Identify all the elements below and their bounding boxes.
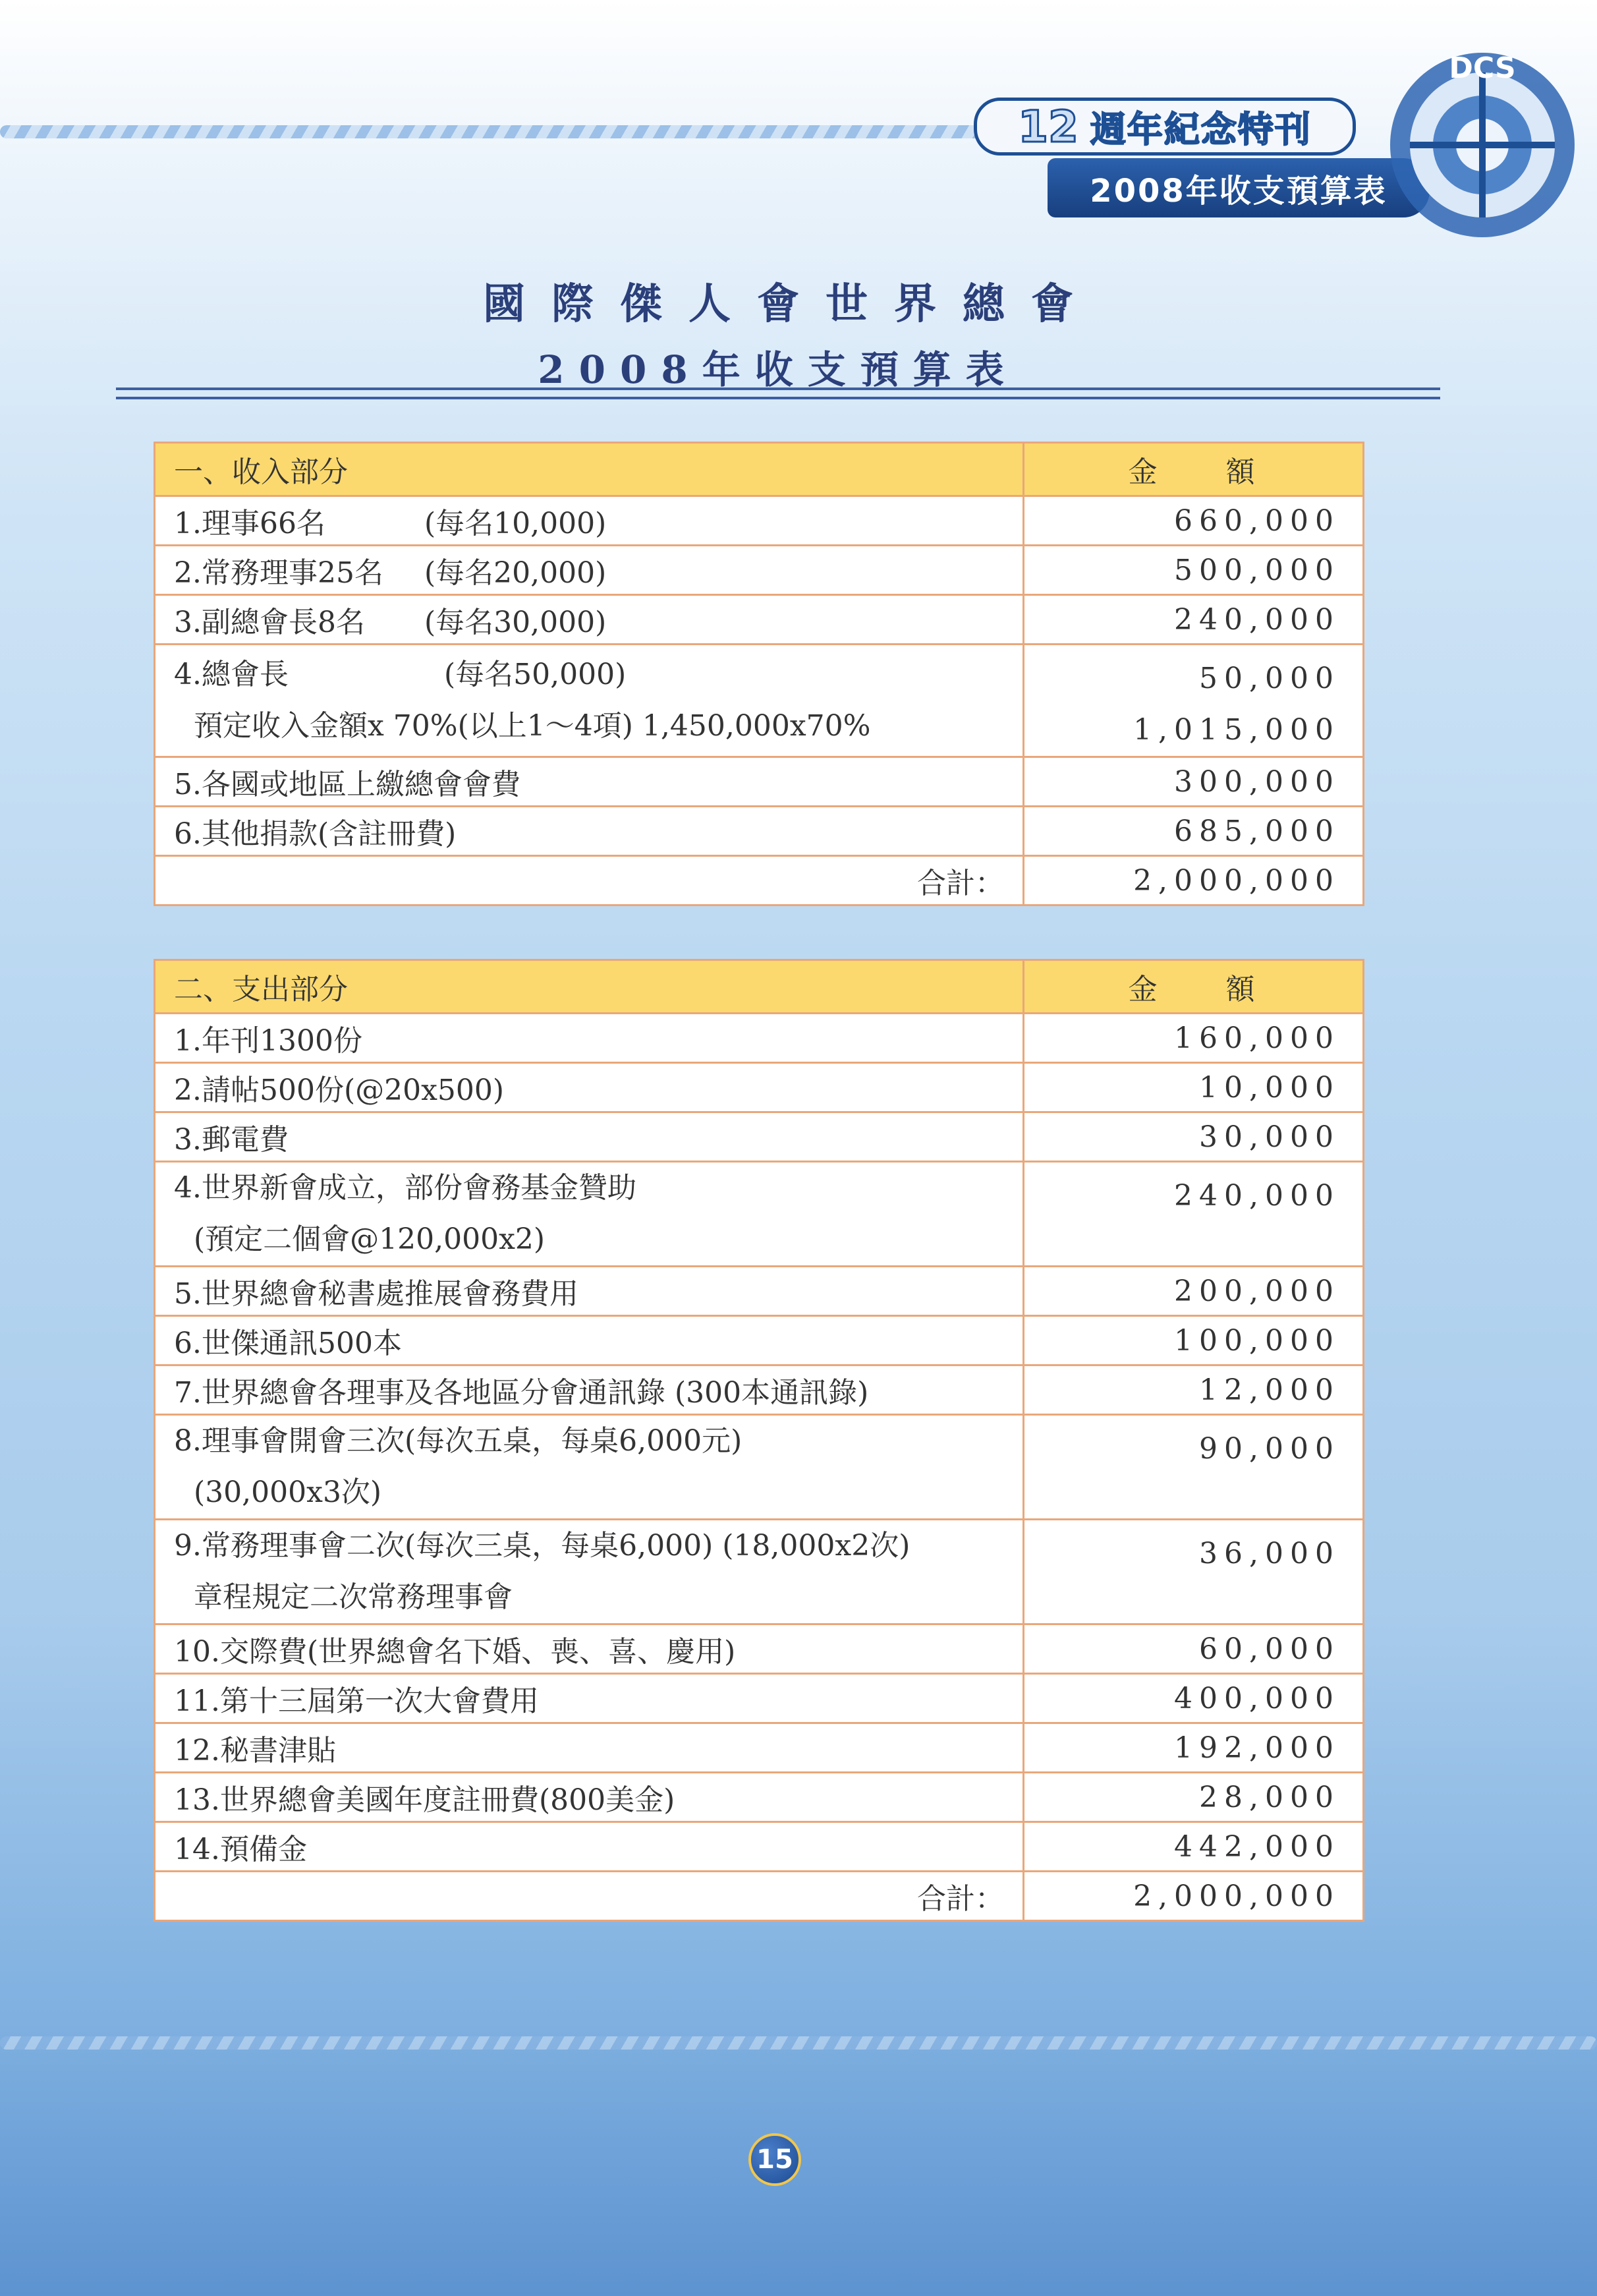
dcs-logo-icon	[1384, 46, 1581, 244]
row-amount: 300,000	[1024, 757, 1364, 807]
table-row	[155, 645, 1364, 757]
table-row	[155, 807, 1364, 856]
row-item: 12.秘書津貼	[155, 1723, 1024, 1773]
row-amount: 442,000	[1024, 1822, 1364, 1872]
table-row	[155, 1365, 1364, 1415]
logo-text: DCS	[1449, 51, 1516, 85]
row-item: 5.各國或地區上繳總會會費	[155, 757, 1024, 807]
row-item: 2.請帖500份(@20x500)	[155, 1063, 1024, 1112]
row-item: 3.郵電費	[155, 1112, 1024, 1162]
projected-income-line: 預定收入金額x 70%(以上1～4項) 1,450,000x70%	[194, 709, 871, 743]
table-row	[155, 757, 1364, 807]
row-item: 10.交際費(世界總會名下婚、喪、喜、慶用)	[155, 1624, 1024, 1674]
row-item: 6.其他捐款(含註冊費)	[155, 807, 1024, 856]
title-budget: 2008年收支預算表	[538, 347, 1019, 392]
row-amount: 192,000	[1024, 1723, 1364, 1773]
row-amount: 90,000	[1024, 1415, 1364, 1520]
row-amount: 160,000	[1024, 1014, 1364, 1063]
row-amount: 240,000	[1024, 1162, 1364, 1267]
income-header-row	[155, 443, 1364, 496]
table-row	[155, 1014, 1364, 1063]
table-row	[155, 1316, 1364, 1365]
row-item: 13.世界總會美國年度註冊費(800美金)	[155, 1773, 1024, 1822]
table-row	[155, 1674, 1364, 1723]
table-row	[155, 1112, 1364, 1162]
row-amount: 50,000 1,015,000	[1024, 645, 1364, 757]
expense-table	[154, 959, 1364, 1922]
row-amount: 400,000	[1024, 1674, 1364, 1723]
row-item: 6.世傑通訊500本	[155, 1316, 1024, 1365]
table-row	[155, 1520, 1364, 1624]
row-item: 14.預備金	[155, 1822, 1024, 1872]
table-row	[155, 1624, 1364, 1674]
row-amount: 200,000	[1024, 1267, 1364, 1316]
expense-section-label: 二、支出部分	[155, 960, 1024, 1014]
row-amount: 30,000	[1024, 1112, 1364, 1162]
table-row	[155, 1773, 1364, 1822]
row-amount: 60,000	[1024, 1624, 1364, 1674]
total-amount: 2,000,000	[1024, 856, 1364, 905]
row-amount: 240,000	[1024, 595, 1364, 645]
table-row	[155, 1415, 1364, 1520]
row-amount: 36,000	[1024, 1520, 1364, 1624]
row-item: 9.常務理事會二次(每次三桌，每桌6,000) (18,000x2次) 章程規定二次常務理事會	[155, 1520, 1024, 1624]
row-item: 11.第十三屆第一次大會費用	[155, 1674, 1024, 1723]
row-item: 1.理事66名 (每名10,000)	[155, 496, 1024, 546]
row-item: 7.世界總會各理事及各地區分會通訊錄 (300本通訊錄)	[155, 1365, 1024, 1415]
income-table	[154, 442, 1364, 906]
row-amount: 10,000	[1024, 1063, 1364, 1112]
row-item: 5.世界總會秘書處推展會務費用	[155, 1267, 1024, 1316]
table-row	[155, 1723, 1364, 1773]
table-row	[155, 1162, 1364, 1267]
page-title	[116, 270, 1440, 394]
decorative-rope-bottom	[0, 2036, 1597, 2050]
row-item: 3.副總會長8名 (每名30,000)	[155, 595, 1024, 645]
badge-text: 週年紀念特刊	[1090, 108, 1312, 150]
title-divider	[116, 387, 1440, 399]
page-number: 15	[748, 2133, 801, 2186]
table-row	[155, 546, 1364, 595]
header-subtitle: 2008年收支預算表	[1048, 158, 1430, 217]
row-amount: 12,000	[1024, 1365, 1364, 1415]
table-row	[155, 496, 1364, 546]
row-item: 4.世界新會成立，部份會務基金贊助 (預定二個會@120,000x2)	[155, 1162, 1024, 1267]
total-label: 合計：	[155, 856, 1024, 905]
row-item: 1.年刊1300份	[155, 1014, 1024, 1063]
row-item: 4.總會長 (每名50,000) 預定收入金額x 70%(以上1～4項) 1,450,000x70%	[155, 645, 1024, 757]
amount-column-header: 金 額	[1024, 443, 1364, 496]
row-item: 8.理事會開會三次(每次五桌，每桌6,000元) (30,000x3次)	[155, 1415, 1024, 1520]
table-row	[155, 1822, 1364, 1872]
table-row	[155, 1063, 1364, 1112]
expense-total-row	[155, 1872, 1364, 1921]
row-amount: 685,000	[1024, 807, 1364, 856]
anniversary-badge	[974, 98, 1356, 156]
table-row	[155, 595, 1364, 645]
row-amount: 660,000	[1024, 496, 1364, 546]
title-organization: 國際傑人會世界總會	[483, 279, 1100, 329]
expense-header-row	[155, 960, 1364, 1014]
amount-column-header: 金 額	[1024, 960, 1364, 1014]
badge-number: 12	[1018, 101, 1079, 152]
decorative-rope-top	[0, 125, 988, 138]
projected-income-amount: 1,015,000	[1133, 713, 1340, 747]
row-amount: 100,000	[1024, 1316, 1364, 1365]
row-item: 2.常務理事25名 (每名20,000)	[155, 546, 1024, 595]
row-amount: 500,000	[1024, 546, 1364, 595]
income-total-row	[155, 856, 1364, 905]
total-amount: 2,000,000	[1024, 1872, 1364, 1921]
income-section-label: 一、收入部分	[155, 443, 1024, 496]
total-label: 合計：	[155, 1872, 1024, 1921]
table-row	[155, 1267, 1364, 1316]
row-amount: 28,000	[1024, 1773, 1364, 1822]
